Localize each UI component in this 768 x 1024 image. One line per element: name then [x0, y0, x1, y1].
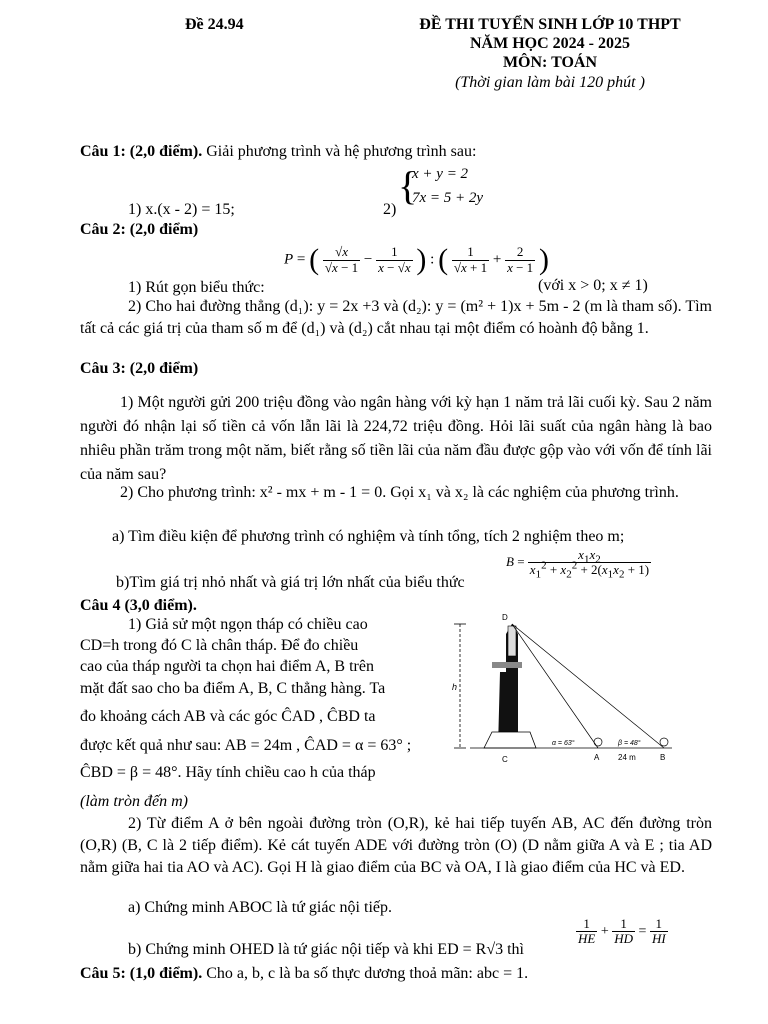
point-B-label: B [660, 753, 666, 762]
expression-P: P = ( $\frac{√x}{√x - 1}$ − $\frac{1}{x - √x}$ ) : ( $\frac{1}{√x + 1}$ + $\frac{2}{x - 1}$ ) [284, 243, 549, 276]
question-3-label: Câu 3: (2,0 điểm) [80, 360, 199, 377]
question-4-line-8: (làm tròn đến m) [80, 793, 188, 810]
question-5 [80, 963, 528, 985]
question-5-label: Câu 5: (1,0 điểm). [80, 965, 203, 982]
system-equation-1: x + y = 2 [412, 166, 469, 182]
question-3-part-2b: b)Tìm giá trị nhỏ nhất và giá trị lớn nhất của biểu thức [116, 574, 465, 591]
question-1-text: Giải phương trình và hệ phương trình sau: [202, 143, 477, 160]
question-4-line-5: đo khoảng cách AB và các góc ĈAD , ĈBD ta [80, 708, 376, 725]
question-1-part-2: 2) [383, 201, 397, 218]
tower-platform [492, 662, 522, 668]
question-4-line-6: được kết quả như sau: AB = 24m , ĈAD = α = 63° ; [80, 737, 412, 754]
question-3-part-2a: a) Tìm điều kiện để phương trình có nghiệm và tính tổng, tích 2 nghiệm theo m; [112, 528, 625, 545]
point-C-label: C [502, 755, 508, 764]
exam-year: NĂM HỌC 2024 - 2025 [470, 35, 630, 52]
question-4-label: Câu 4 (3,0 điểm). [80, 597, 197, 614]
sight-line-b [512, 624, 664, 748]
distance-label: 24 m [618, 753, 636, 762]
exam-code: Đề 24.94 [185, 16, 244, 33]
question-1-label: Câu 1: (2,0 điểm). [80, 143, 203, 160]
tower-figure [440, 612, 680, 770]
question-2-part-2: 2) Cho hai đường thẳng (d₁): y = 2x +3 và (d₂): y = (m² + 1)x + 5m - 2 (m là tham số). Tìm tất cả các giá trị của tham số m để (d₁) và (d₂) cắt nhau tại một điểm có hoành độ bằng 1. [80, 298, 712, 337]
height-label: h [452, 682, 458, 692]
question-4-part-2a: a) Chứng minh ABOC là tứ giác nội tiếp. [128, 899, 392, 916]
beta-label: β = 48° [618, 740, 641, 747]
question-4-line-3: cao của tháp người ta chọn hai điểm A, B trên [80, 658, 374, 675]
point-A-label: A [594, 753, 600, 762]
question-4-part-2b: b) Chứng minh OHED là tứ giác nội tiếp và khi ED = R√3 thì [128, 941, 524, 958]
question-3-part-1: 1) Một người gửi 200 triệu đồng vào ngân hàng với kỳ hạn 1 năm trả lãi cuối kỳ. Sau 2 năm người đó nhận lại số tiền cả vốn lẫn lãi là 224,72 triệu đồng. Hỏi lãi suất của ngân hàng là bao nhiêu phần trăm trong một năm, biết rằng số tiền lãi của năm đầu được gộp vào với vốn để tính lãi của năm sau? [80, 394, 712, 483]
exam-time: (Thời gian làm bài 120 phút ) [455, 74, 645, 91]
question-4-line-7: ĈBD = β = 48°. Hãy tính chiều cao h của tháp [80, 764, 376, 781]
system-equation-2: 7x = 5 + 2y [412, 190, 484, 206]
question-4-line-1: 1) Giả sử một ngọn tháp có chiều cao [128, 616, 368, 633]
exam-subject: MÔN: TOÁN [502, 54, 598, 71]
question-4-line-2: CD=h trong đó C là chân tháp. Để đo chiều [80, 637, 359, 654]
question-1-heading [80, 141, 476, 163]
question-4-part-2: 2) Từ điểm A ở bên ngoài đường tròn (O,R), kẻ hai tiếp tuyến AB, AC đến đường tròn (O,R) (B, C là 2 tiếp điểm). Kẻ cát tuyến ADE với đường tròn (O) (D nằm giữa A và E ; tia AD nằm giữa hai tia AO và AC). Gọi H là giao điểm của BC và OA, I là giao điểm của HC và ED. [80, 815, 712, 876]
question-5-text: Cho a, b, c là ba số thực dương thoả mãn: abc = 1. [202, 965, 529, 982]
expression-HE-HD-HI: $\frac{1}{HE}$ + $\frac{1}{HD}$ = $\frac{1}{HI}$ [578, 916, 666, 947]
point-D-label: D [502, 613, 508, 622]
exam-title: ĐỀ THI TUYỂN SINH LỚP 10 THPT [419, 16, 681, 33]
expression-B: B = $\frac{x_1x_2}{x_1^2 + x_2^2 + 2(x_1x_2 + 1)}$ [506, 547, 650, 581]
question-2-label: Câu 2: (2,0 điểm) [80, 221, 199, 238]
sight-line-a [512, 624, 598, 748]
question-2-part-1: 1) Rút gọn biểu thức: [128, 279, 265, 296]
question-3-part-2: 2) Cho phương trình: x² - mx + m - 1 = 0. Gọi x₁ và x₂ là các nghiệm của phương trình. [120, 484, 679, 501]
system-brace: { [398, 163, 418, 208]
alpha-label: α = 63° [552, 740, 575, 747]
question-2-condition: (với x > 0; x ≠ 1) [538, 277, 648, 294]
question-4-line-4: mặt đất sao cho ba điểm A, B, C thẳng hàng. Ta [80, 680, 386, 697]
question-1-part-1: 1) x.(x - 2) = 15; [128, 201, 235, 218]
